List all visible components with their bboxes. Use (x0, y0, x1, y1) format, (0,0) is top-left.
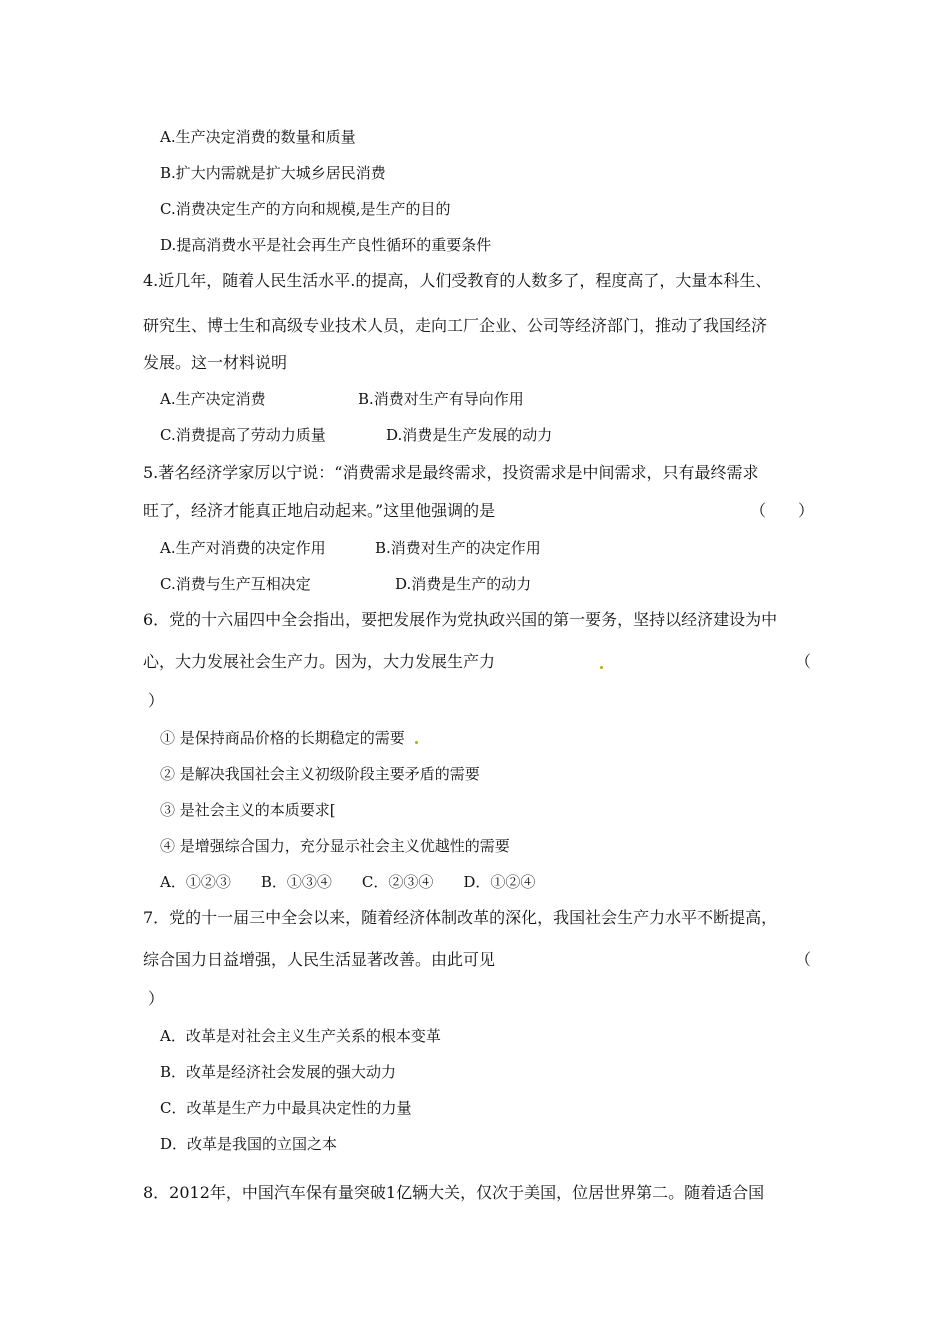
q4-stem-line3: 发展。这一材料说明 (143, 353, 288, 372)
q6-statement-2: ② 是解决我国社会主义初级阶段主要矛盾的需要 (160, 765, 480, 783)
q3-option-d: D.提高消费水平是社会再生产良性循环的重要条件 (160, 236, 492, 254)
q6-bracket-open: （ (795, 652, 812, 671)
q6-statement-4: ④ 是增强综合国力，充分显示社会主义优越性的需要 (160, 837, 510, 855)
q6-choices: A．①②③ B．①③④ C．②③④ D．①②④ (160, 873, 536, 891)
q4-option-a: A.生产决定消费 (160, 390, 266, 408)
q7-option-c: C．改革是生产力中最具决定性的力量 (160, 1099, 412, 1117)
q7-bracket-open: （ (795, 950, 812, 969)
q6-bracket-close: ） (148, 691, 165, 710)
q4-option-d: D.消费是生产发展的动力 (386, 426, 553, 444)
stray-mark (415, 741, 418, 744)
q6-stem-line2: 心，大力发展社会生产力。因为，大力发展生产力 (143, 652, 496, 671)
q7-stem-line1: 7．党的十一届三中全会以来，随着经济体制改革的深化，我国社会生产力水平不断提高， (143, 908, 778, 927)
q5-stem-line1: 5.著名经济学家厉以宁说：“消费需求是最终需求，投资需求是中间需求，只有最终需求 (143, 463, 759, 482)
q8-stem-line1: 8．2012年，中国汽车保有量突破1亿辆大关，仅次于美国，位居世界第二。随着适合国 (143, 1183, 765, 1202)
q5-answer-bracket: （ ） (750, 501, 815, 520)
q3-option-c: C.消费决定生产的方向和规模,是生产的目的 (160, 200, 451, 218)
q5-option-b: B.消费对生产的决定作用 (375, 539, 541, 557)
q5-stem-line2: 旺了，经济才能真正地启动起来。”这里他强调的是 (143, 501, 496, 520)
q3-option-b: B.扩大内需就是扩大城乡居民消费 (160, 164, 386, 182)
q6-statement-3: ③ 是社会主义的本质要求[ (160, 801, 336, 819)
q6-stem-line1: 6．党的十六届四中全会指出，要把发展作为党执政兴国的第一要务，坚持以经济建设为中 (143, 610, 778, 629)
q7-option-b: B．改革是经济社会发展的强大动力 (160, 1063, 397, 1081)
q7-option-d: D．改革是我国的立国之本 (160, 1135, 338, 1153)
q4-option-c: C.消费提高了劳动力质量 (160, 426, 326, 444)
q7-stem-line2: 综合国力日益增强，人民生活显著改善。由此可见 (143, 950, 496, 969)
q3-option-a: A.生产决定消费的数量和质量 (160, 128, 356, 146)
q4-stem-line1: 4.近几年，随着人民生活水平.的提高，人们受教育的人数多了，程度高了，大量本科生、 (143, 271, 772, 290)
q5-option-a: A.生产对消费的决定作用 (160, 539, 326, 557)
q5-option-d: D.消费是生产的动力 (395, 575, 532, 593)
q7-bracket-close: ） (148, 989, 165, 1008)
q4-stem-line2: 研究生、博士生和高级专业技术人员，走向工厂企业、公司等经济部门，推动了我国经济 (143, 316, 768, 335)
q6-statement-1: ① 是保持商品价格的长期稳定的需要 (160, 729, 405, 747)
q5-option-c: C.消费与生产互相决定 (160, 575, 311, 593)
q7-option-a: A．改革是对社会主义生产关系的根本变革 (160, 1027, 441, 1045)
q4-option-b: B.消费对生产有导向作用 (358, 390, 524, 408)
stray-mark (600, 666, 603, 669)
